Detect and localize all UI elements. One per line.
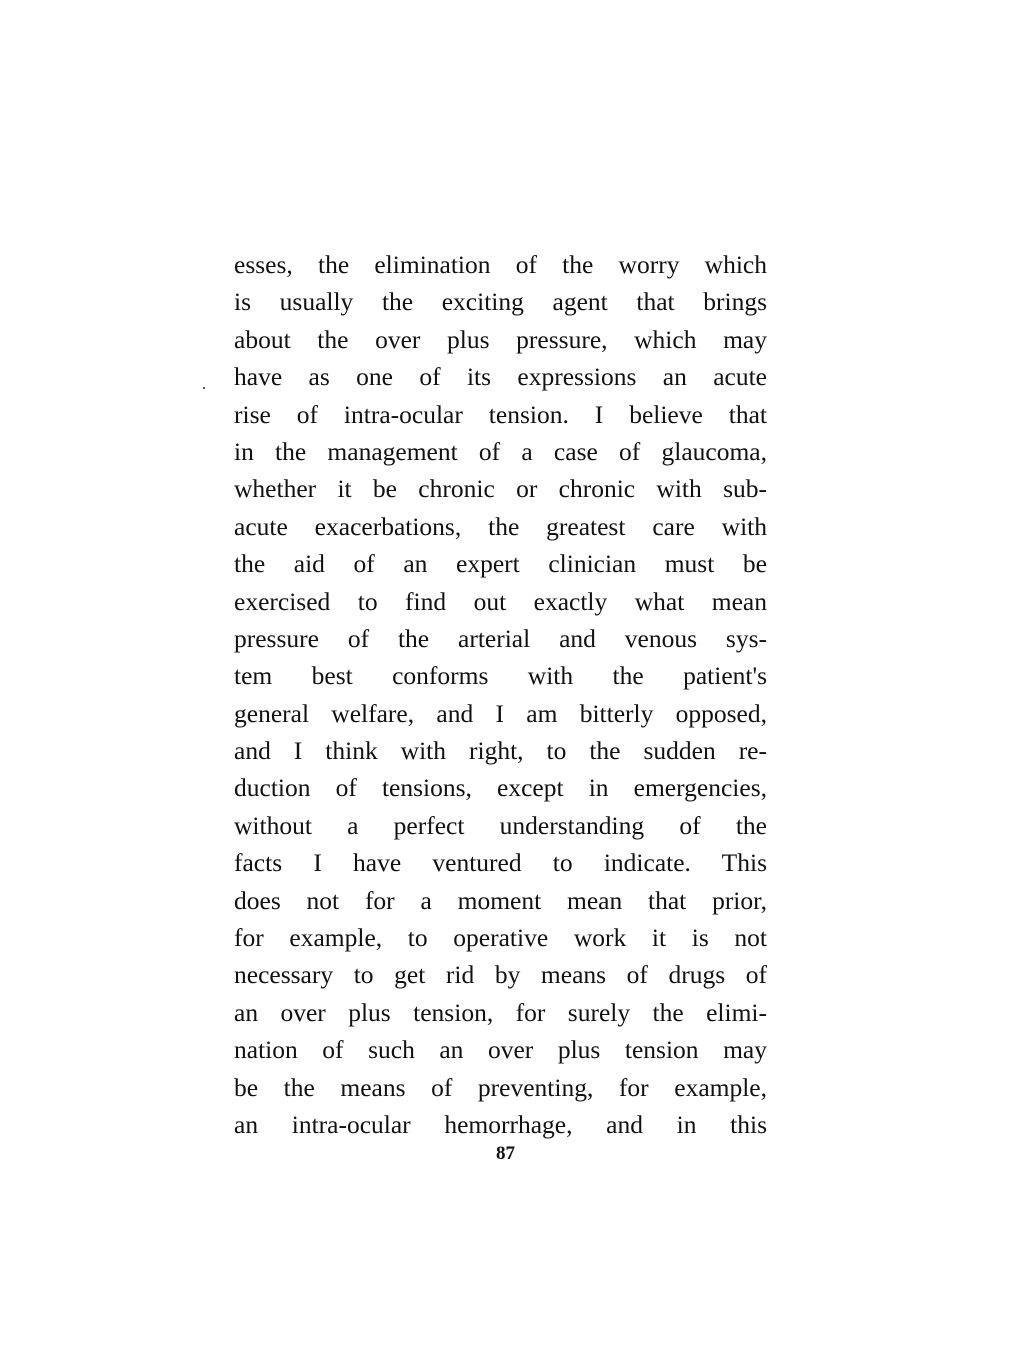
text-line: acute exacerbations, the greatest care with: [234, 511, 767, 541]
text-line: be the means of preventing, for example,: [234, 1072, 767, 1102]
text-line: rise of intra-ocular tension. I believe that: [234, 399, 767, 429]
text-line: without a perfect understanding of the: [234, 810, 767, 840]
text-line: whether it be chronic or chronic with sub-: [234, 474, 767, 504]
text-line: in the management of a case of glaucoma,: [234, 436, 767, 466]
text-line: does not for a moment mean that prior,: [234, 885, 767, 915]
text-line: facts I have ventured to indicate. This: [234, 848, 767, 878]
text-line: for example, to operative work it is not: [234, 923, 767, 953]
text-line: duction of tensions, except in emergencies,: [234, 773, 767, 803]
text-line: exercised to find out exactly what mean: [234, 586, 767, 616]
text-line: general welfare, and I am bitterly opposed,: [234, 698, 767, 728]
text-line: is usually the exciting agent that brings: [234, 287, 767, 317]
text-line: an over plus tension, for surely the elimi-: [234, 997, 767, 1027]
text-line: necessary to get rid by means of drugs of: [234, 960, 767, 990]
scan-speck: [203, 387, 205, 389]
text-line: nation of such an over plus tension may: [234, 1035, 767, 1065]
text-line: pressure of the arterial and venous sys-: [234, 623, 767, 653]
page-number: 87: [496, 1143, 515, 1164]
text-line: have as one of its expressions an acute: [234, 362, 767, 392]
body-text: [234, 246, 767, 1143]
text-line: and I think with right, to the sudden re-: [234, 736, 767, 766]
text-line: esses, the elimination of the worry which: [234, 250, 767, 279]
text-line: the aid of an expert clinician must be: [234, 549, 767, 579]
text-line: an intra-ocular hemorrhage, and in this: [234, 1109, 767, 1139]
text-line: about the over plus pressure, which may: [234, 324, 767, 354]
text-line: tem best conforms with the patient's: [234, 661, 767, 691]
